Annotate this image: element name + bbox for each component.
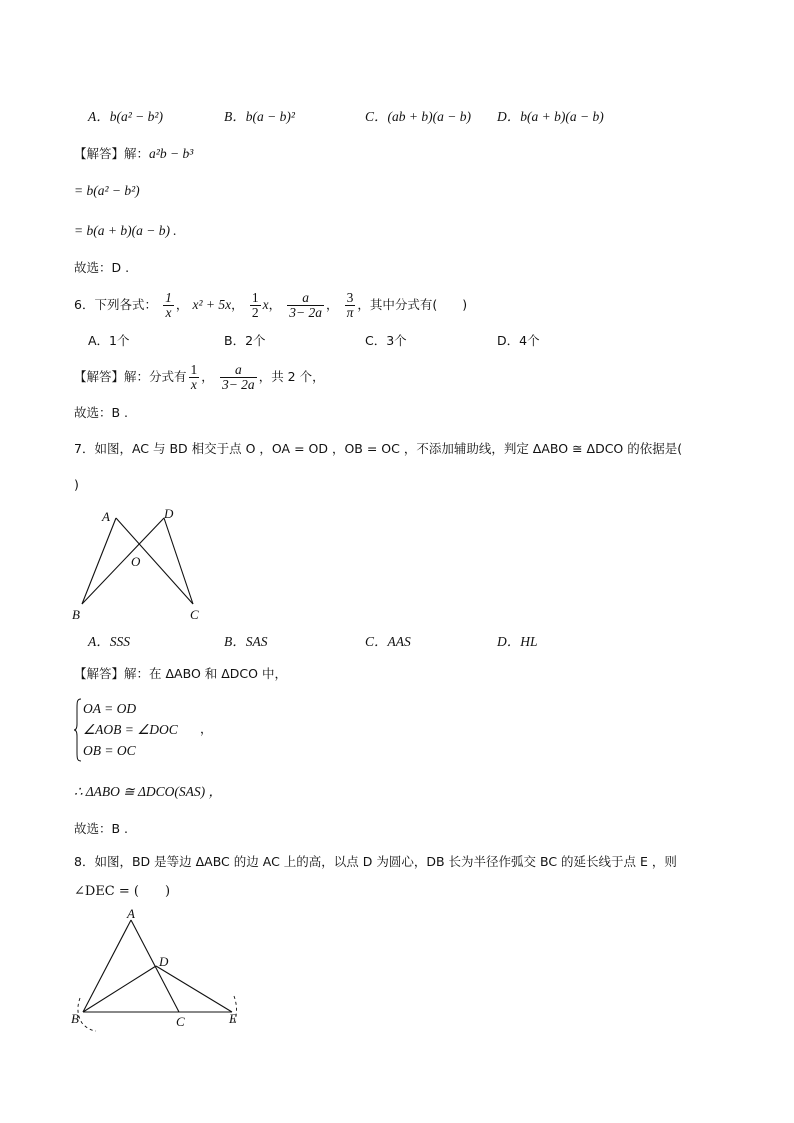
q7-answer-line (74, 665, 287, 684)
q8-label-e: E (229, 1011, 237, 1026)
q7-label-a: A (102, 509, 110, 524)
q5-option-d: D．b(a + b)(a − b) (497, 109, 604, 124)
q8-figure (66, 906, 256, 1034)
q8-label-a: A (127, 906, 135, 921)
q8-segment-ab (83, 920, 131, 1012)
q5-answer-line (74, 145, 193, 164)
q7-segment-ab (82, 518, 116, 604)
q5-choice: 故选：D . (74, 260, 130, 275)
q7-segment-ac (116, 518, 193, 604)
left-brace (74, 698, 82, 762)
q6-option-d: D．4个 (497, 333, 540, 348)
q8-arc-b (78, 998, 96, 1031)
q7-label-b: B (72, 607, 80, 622)
q6-answer-tail: ，共 2 个， (258, 369, 325, 384)
q5-option-a: A．b(a² − b²) (88, 109, 163, 124)
q5-step2: = b(a + b)(a − b) . (74, 223, 177, 238)
q8-segment-bd (83, 966, 156, 1012)
q7-option-d: D．HL (497, 634, 538, 649)
q7-option-b: B．SAS (224, 634, 268, 649)
answer-lead: 解： (124, 146, 150, 161)
q6-option-a: A．1个 (88, 333, 130, 348)
q7-system-row-1: OA = OD (83, 701, 137, 716)
q7-figure (66, 500, 216, 626)
q6-item-1: $\frac{1}{x}$ (165, 290, 172, 320)
q6-option-c: C．3个 (365, 333, 407, 348)
q7-system-row-2: ∠AOB = ∠DOC (83, 722, 178, 737)
q6-option-b: B．2个 (224, 333, 266, 348)
q5-step0: a²b − b³ (149, 146, 194, 161)
q8-stem-line1: 8．如图，BD 是等边 ΔABC 的边 AC 上的高，以点 D 为圆心，DB 长为半径作弧交 BC 的延长线于点 E ，则 (74, 854, 677, 869)
q7-label-o: O (131, 554, 141, 569)
q7-system-row-3: OB = OC (83, 743, 136, 758)
q8-label-b: B (71, 1011, 79, 1026)
q5-option-c: C．(ab + b)(a − b) (365, 109, 471, 124)
q6-stem-suffix: ，其中分式有( ) (357, 297, 468, 312)
answer-tag: 【解答】 (74, 146, 125, 161)
q6-answer-lead: 解：分式有 (124, 369, 187, 384)
q6-item-5: $\frac{3}{\pi}$ (346, 290, 354, 320)
q7-system-tail: ， (200, 721, 213, 736)
q6-answer-line: 【解答】解：分式有 $\frac{1}{x}$ ， $\frac{a}{3- 2a}$ ，共 2 个， (74, 362, 325, 392)
q6-choice: 故选：B . (74, 405, 129, 420)
q8-label-c: C (176, 1014, 185, 1029)
q8-label-d: D (159, 954, 169, 969)
q7-option-a: A．SSS (88, 634, 130, 649)
q7-answer-text: 解：在 ΔABO 和 ΔDCO 中， (124, 666, 287, 681)
q7-conclusion: ∴ ΔABO ≅ ΔDCO(SAS) ， (74, 784, 222, 799)
q7-stem-line2: ) (74, 477, 79, 492)
q7-choice: 故选：B . (74, 821, 129, 836)
q5-option-b: B．b(a − b)² (224, 109, 295, 124)
q7-label-d: D (164, 506, 174, 521)
q6-item-2: x² + 5x (192, 297, 232, 312)
answer-tag: 【解答】 (74, 369, 125, 384)
q5-step1: = b(a² − b²) (74, 183, 140, 198)
q6-answer-frac-2: $\frac{a}{3- 2a}$ (221, 362, 255, 392)
q7-label-c: C (190, 607, 199, 622)
q7-segment-dc (164, 518, 193, 604)
q7-stem-line1: 7．如图，AC 与 BD 相交于点 O ，OA = OD ，OB = OC ，不添加辅助线，判定 ΔABO ≅ ΔDCO 的依据是( (74, 441, 683, 456)
q6-item-4: $\frac{a}{3- 2a}$ (289, 290, 322, 320)
q6-stem-prefix: 6．下列各式： (74, 297, 157, 312)
answer-tag: 【解答】 (74, 666, 125, 681)
q6-stem: 6．下列各式： $\frac{1}{x}$ ， x² + 5x， $\frac{1}{2}$ x， $\frac{a}{3- 2a}$ ， $\frac{3}{\pi}$ ，其中分式有( ) (74, 290, 468, 320)
q7-option-c: C．AAS (365, 634, 411, 649)
q7-segment-bd (82, 518, 164, 604)
q6-item-3: $\frac{1}{2}$ (251, 290, 259, 320)
q8-stem-line2: ∠DEC = ( ) (74, 884, 171, 899)
q6-answer-frac-1: $\frac{1}{x}$ (190, 362, 198, 392)
